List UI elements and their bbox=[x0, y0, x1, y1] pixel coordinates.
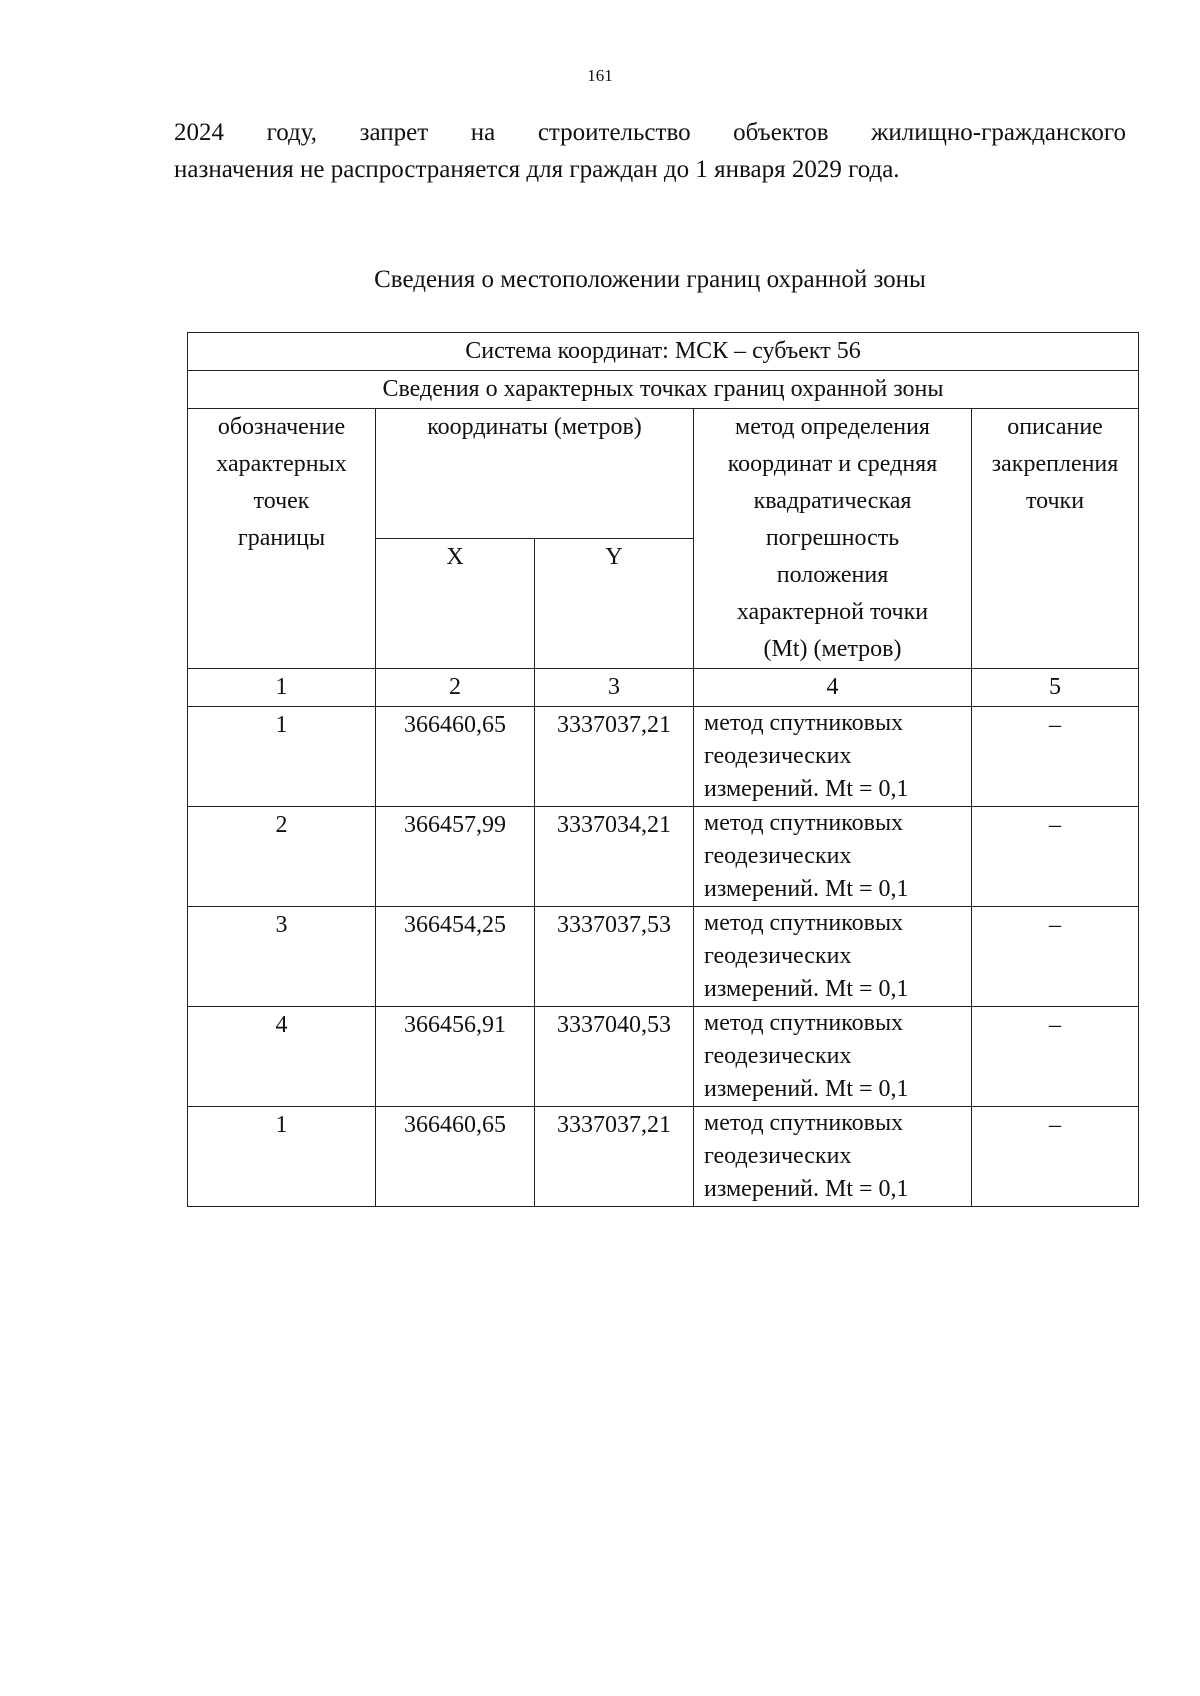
description-cell: – bbox=[972, 707, 1139, 807]
column-number: 1 bbox=[188, 669, 376, 707]
description-cell: – bbox=[972, 807, 1139, 907]
header-description: описание закрепления точки bbox=[972, 409, 1139, 669]
intro-paragraph bbox=[174, 114, 1126, 188]
method-cell: метод спутниковых геодезических измерений. Mt = 0,1 bbox=[694, 1107, 972, 1207]
method-cell: метод спутниковых геодезических измерений. Mt = 0,1 bbox=[694, 1007, 972, 1107]
x-cell: 366457,99 bbox=[376, 807, 535, 907]
table-row bbox=[188, 907, 1139, 1007]
column-numbers-row bbox=[188, 669, 1139, 707]
column-number: 4 bbox=[694, 669, 972, 707]
x-cell: 366456,91 bbox=[376, 1007, 535, 1107]
column-number: 2 bbox=[376, 669, 535, 707]
header-y: Y bbox=[535, 539, 694, 669]
intro-line-1: 2024 году, запрет на строительство объектов жилищно-гражданского bbox=[174, 119, 1126, 146]
intro-line-2: назначения не распространяется для граждан до 1 января 2029 года. bbox=[174, 156, 900, 183]
header-x: X bbox=[376, 539, 535, 669]
point-cell: 1 bbox=[188, 1107, 376, 1207]
x-cell: 366454,25 bbox=[376, 907, 535, 1007]
x-cell: 366460,65 bbox=[376, 707, 535, 807]
header-coordinates: координаты (метров) bbox=[376, 409, 694, 539]
y-cell: 3337034,21 bbox=[535, 807, 694, 907]
y-cell: 3337037,53 bbox=[535, 907, 694, 1007]
description-cell: – bbox=[972, 907, 1139, 1007]
method-cell: метод спутниковых геодезических измерений. Mt = 0,1 bbox=[694, 807, 972, 907]
table-row bbox=[188, 807, 1139, 907]
method-cell: метод спутниковых геодезических измерений. Mt = 0,1 bbox=[694, 907, 972, 1007]
column-number: 5 bbox=[972, 669, 1139, 707]
header-method: метод определения координат и средняя квадратическая погрешность положения характерной точки (Mt) (метров) bbox=[694, 409, 972, 669]
coordinate-system-row: Система координат: МСК – субъект 56 bbox=[188, 333, 1139, 371]
description-cell: – bbox=[972, 1107, 1139, 1207]
boundary-points-table bbox=[187, 332, 1139, 1207]
column-number: 3 bbox=[535, 669, 694, 707]
point-cell: 4 bbox=[188, 1007, 376, 1107]
table-row bbox=[188, 1107, 1139, 1207]
header-designation: обозначение характерных точек границы bbox=[188, 409, 376, 669]
info-row: Сведения о характерных точках границ охранной зоны bbox=[188, 371, 1139, 409]
method-cell: метод спутниковых геодезических измерений. Mt = 0,1 bbox=[694, 707, 972, 807]
table-row bbox=[188, 1007, 1139, 1107]
table-row bbox=[188, 707, 1139, 807]
y-cell: 3337040,53 bbox=[535, 1007, 694, 1107]
y-cell: 3337037,21 bbox=[535, 707, 694, 807]
table-title: Сведения о местоположении границ охранной зоны bbox=[374, 266, 926, 293]
point-cell: 2 bbox=[188, 807, 376, 907]
x-cell: 366460,65 bbox=[376, 1107, 535, 1207]
description-cell: – bbox=[972, 1007, 1139, 1107]
point-cell: 3 bbox=[188, 907, 376, 1007]
y-cell: 3337037,21 bbox=[535, 1107, 694, 1207]
page-number: 161 bbox=[587, 66, 613, 85]
point-cell: 1 bbox=[188, 707, 376, 807]
